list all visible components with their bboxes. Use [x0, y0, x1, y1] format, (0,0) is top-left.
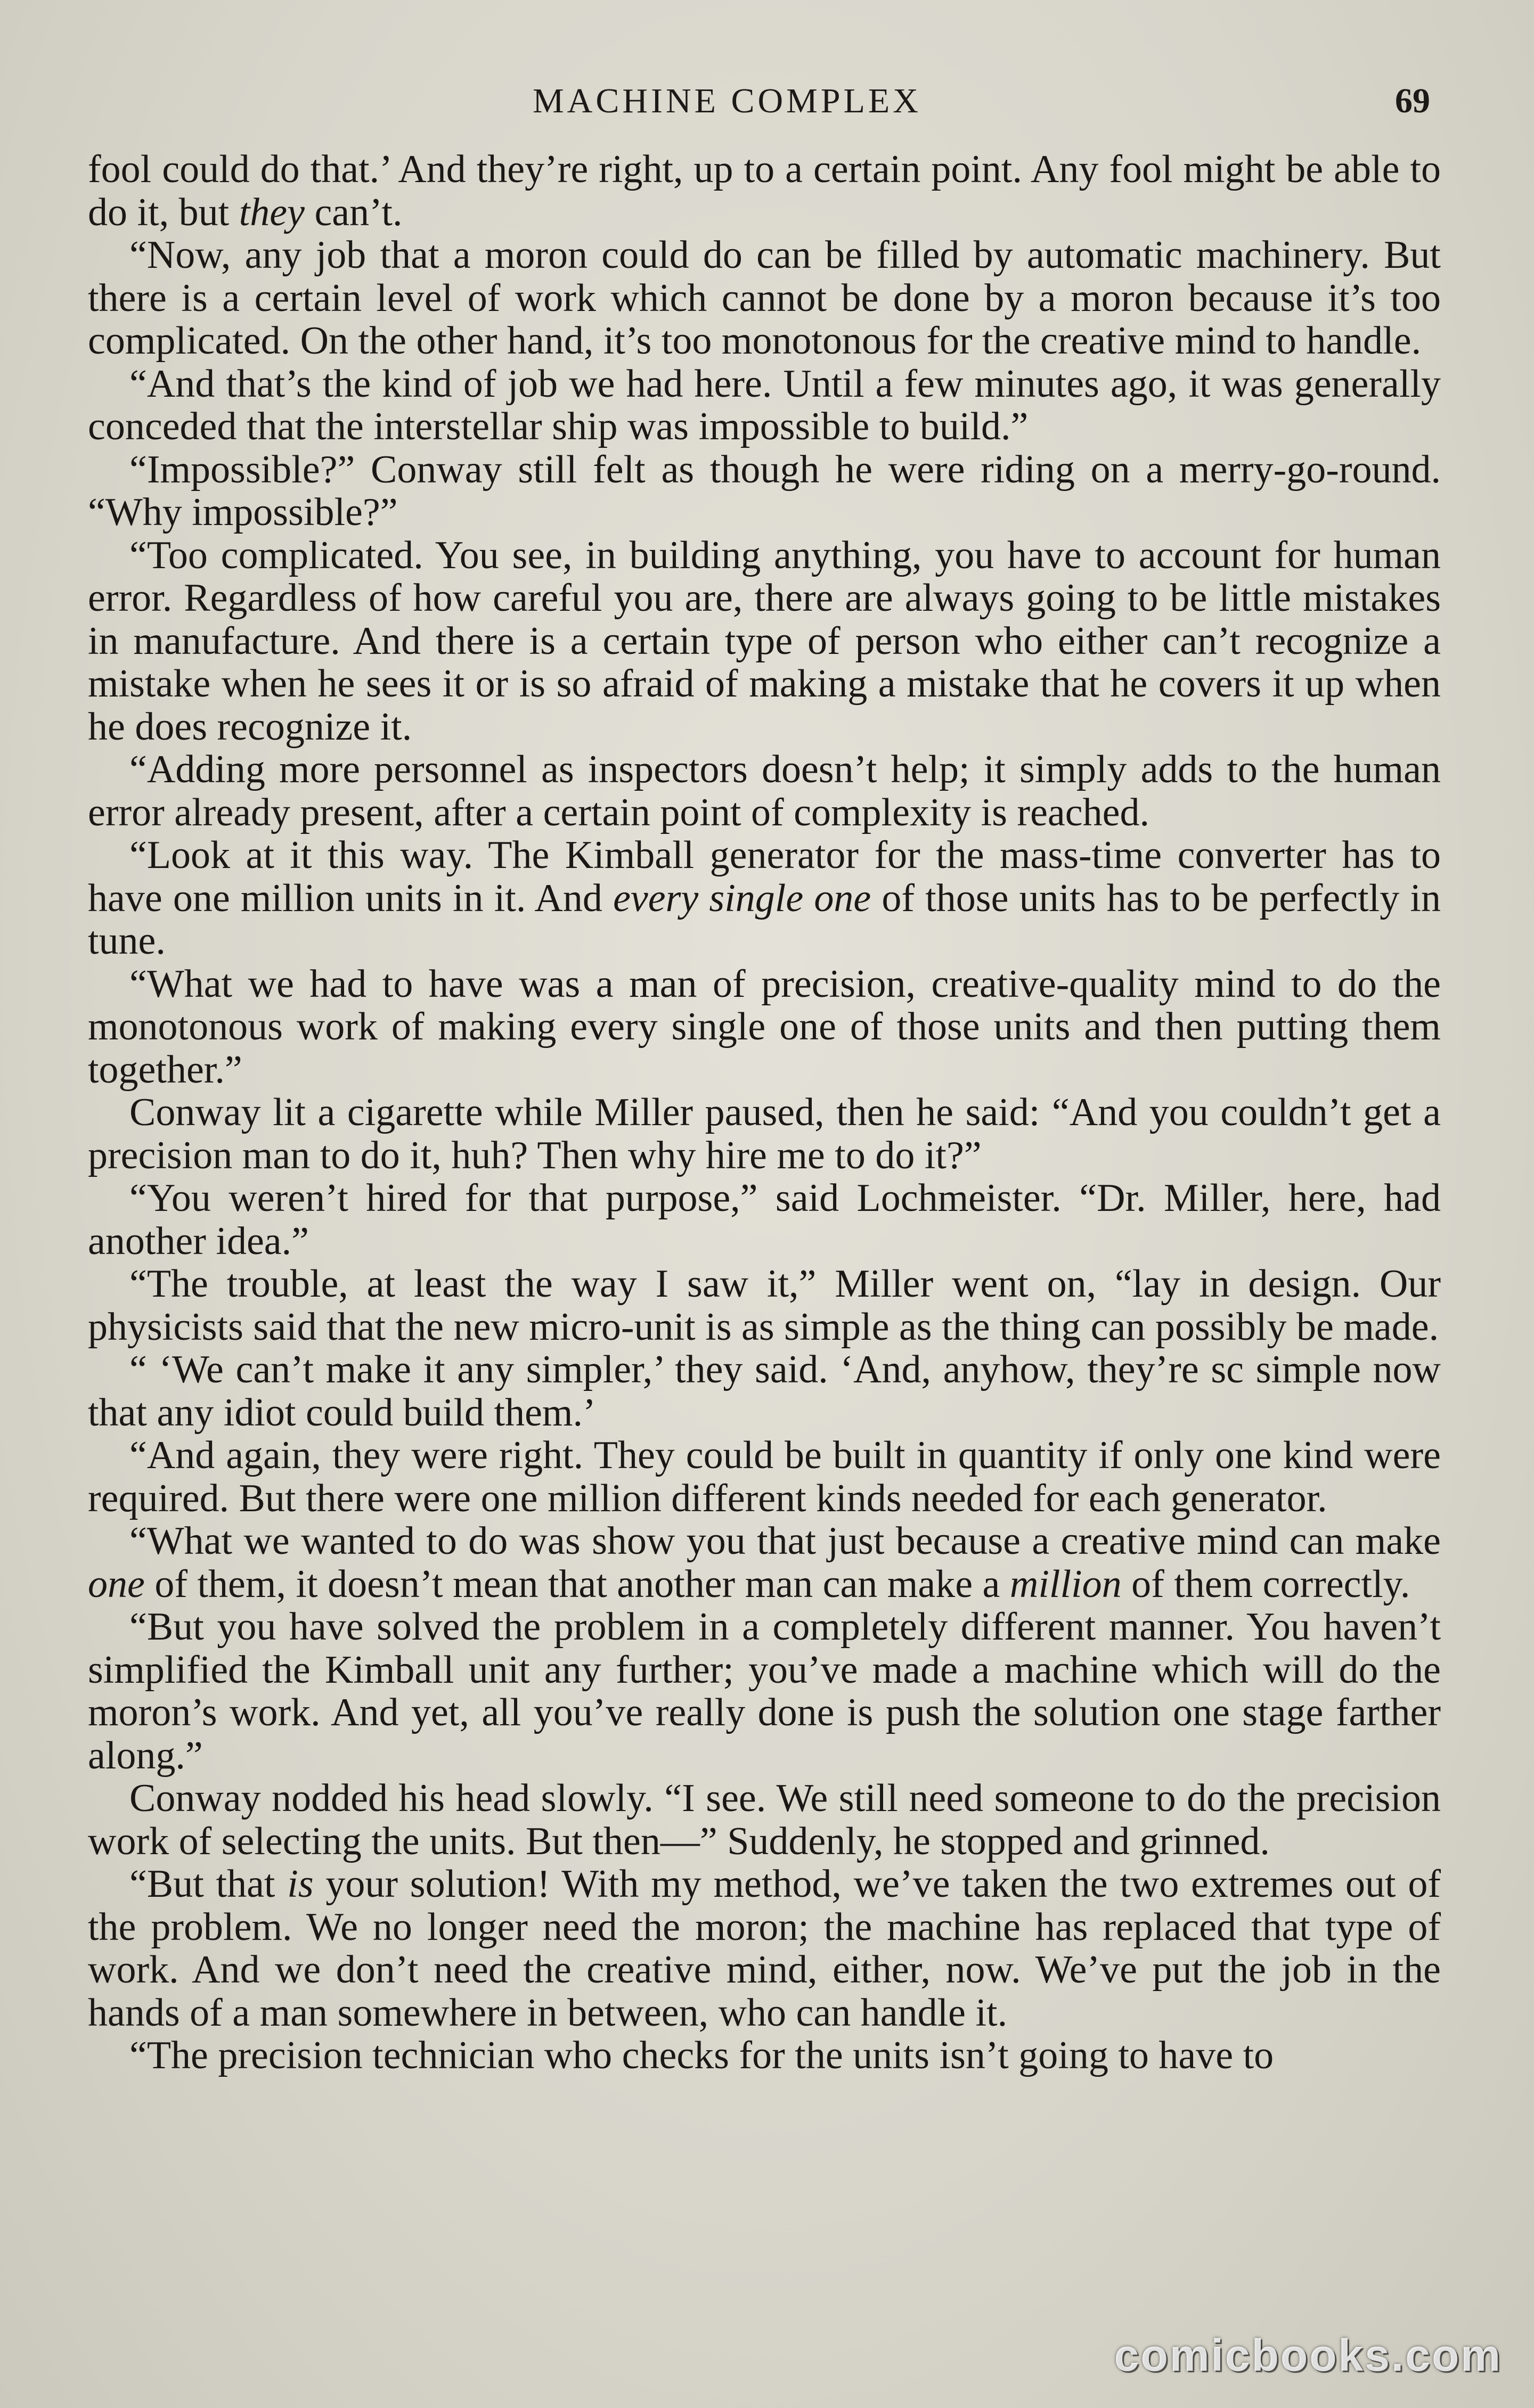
paragraph: [88, 963, 1441, 1092]
paragraph: [88, 1091, 1441, 1177]
italic-text: million: [1009, 1562, 1122, 1606]
italic-text: every single one: [613, 876, 871, 920]
paragraph: [88, 148, 1441, 234]
text-run: “And again, they were right. They could be built in quantity if only one kind were required. But there were one million different kinds needed for each generator.: [88, 1434, 1441, 1520]
text-run: of them correctly.: [1121, 1562, 1410, 1606]
paragraph: [88, 534, 1441, 749]
paragraph: [88, 2034, 1441, 2077]
paragraph: [88, 1348, 1441, 1434]
text-run: “Adding more personnel as inspectors doesn’t help; it simply adds to the human error already present, after a certain point of complexity is reached.: [88, 748, 1441, 834]
paragraph: [88, 1520, 1441, 1606]
text-run: “The trouble, at least the way I saw it,” Miller went on, “lay in design. Our physicists said that the new micro-unit is as simple as the thing can possibly be made.: [88, 1262, 1441, 1349]
italic-text: is: [287, 1862, 314, 1906]
paragraph: [88, 1863, 1441, 2034]
page-header: [0, 80, 1534, 122]
text-run: fool could do that.’ And they’re right, up to a certain point. Any fool might be able to do it, but: [88, 148, 1441, 234]
paragraph: [88, 234, 1441, 363]
text-run: “Too complicated. You see, in building anything, you have to account for human error. Regardless of how careful you are, there are always going to be little mistakes in manufacture. And there is a certain type of person who either can’t recognize a mistake when he sees it or is so afraid of making a mistake that he covers it up when he does recognize it.: [88, 533, 1441, 749]
italic-text: one: [88, 1562, 145, 1606]
text-run: “But you have solved the problem in a completely different manner. You haven’t simplified the Kimball unit any further; you’ve made a machine which will do the moron’s work. And yet, all you’ve really done is push the solution one stage farther along.”: [88, 1605, 1441, 1778]
text-run: “What we had to have was a man of precision, creative-quality mind to do the monotonous work of making every single one of those units and then putting them together.”: [88, 962, 1441, 1092]
text-run: of them, it doesn’t mean that another man can make a: [144, 1562, 1010, 1606]
text-run: “Impossible?” Conway still felt as though he were riding on a merry-go-round. “Why impossible?”: [88, 447, 1441, 534]
running-title: MACHINE COMPLEX: [533, 81, 921, 120]
text-run: your solution! With my method, we’ve taken the two extremes out of the problem. We no longer need the moron; the machine has replaced that type of work. And we don’t need the creative mind, either, now. We’ve put the job in the hands of a man somewhere in between, who can handle it.: [88, 1862, 1441, 2035]
text-run: “Look at it this way. The Kimball generator for the mass-time converter has to have one million units in it. And: [88, 833, 1441, 920]
paragraph: [88, 1777, 1441, 1863]
paragraph: [88, 363, 1441, 448]
text-run: “What we wanted to do was show you that just because a creative mind can make: [129, 1519, 1441, 1563]
text-run: “Now, any job that a moron could do can be filled by automatic machinery. But there is a certain level of work which cannot be done by a moron because it’s too complicated. On the other hand, it’s too monotonous for the creative mind to handle.: [88, 233, 1441, 363]
text-run: Conway lit a cigarette while Miller paused, then he said: “And you couldn’t get a precision man to do it, huh? Then why hire me to do it?”: [88, 1091, 1441, 1177]
text-run: “But that: [129, 1862, 288, 1906]
page-number: 69: [1395, 81, 1430, 120]
paragraph: [88, 1177, 1441, 1263]
text-run: “And that’s the kind of job we had here. Until a few minutes ago, it was generally conceded that the interstellar ship was impossible to build.”: [88, 362, 1441, 448]
text-run: of those units has to be perfectly in tune.: [88, 876, 1441, 963]
body-text: [88, 148, 1441, 2077]
watermark: comicbooks.com: [1114, 2330, 1502, 2380]
paragraph: [88, 1263, 1441, 1348]
text-run: “ ‘We can’t make it any simpler,’ they said. ‘And, anyhow, they’re sc simple now that any idiot could build them.’: [88, 1348, 1441, 1435]
text-run: Conway nodded his head slowly. “I see. We still need someone to do the precision work of selecting the units. But then—” Suddenly, he stopped and grinned.: [88, 1776, 1441, 1863]
paragraph: [88, 1434, 1441, 1520]
italic-text: they: [239, 190, 305, 234]
paragraph: [88, 448, 1441, 534]
paragraph: [88, 834, 1441, 963]
text-run: “You weren’t hired for that purpose,” said Lochmeister. “Dr. Miller, here, had another idea.”: [88, 1176, 1441, 1263]
text-run: can’t.: [304, 190, 403, 234]
text-run: “The precision technician who checks for the units isn’t going to have to: [129, 2034, 1274, 2077]
paragraph: [88, 1606, 1441, 1777]
paragraph: [88, 748, 1441, 834]
